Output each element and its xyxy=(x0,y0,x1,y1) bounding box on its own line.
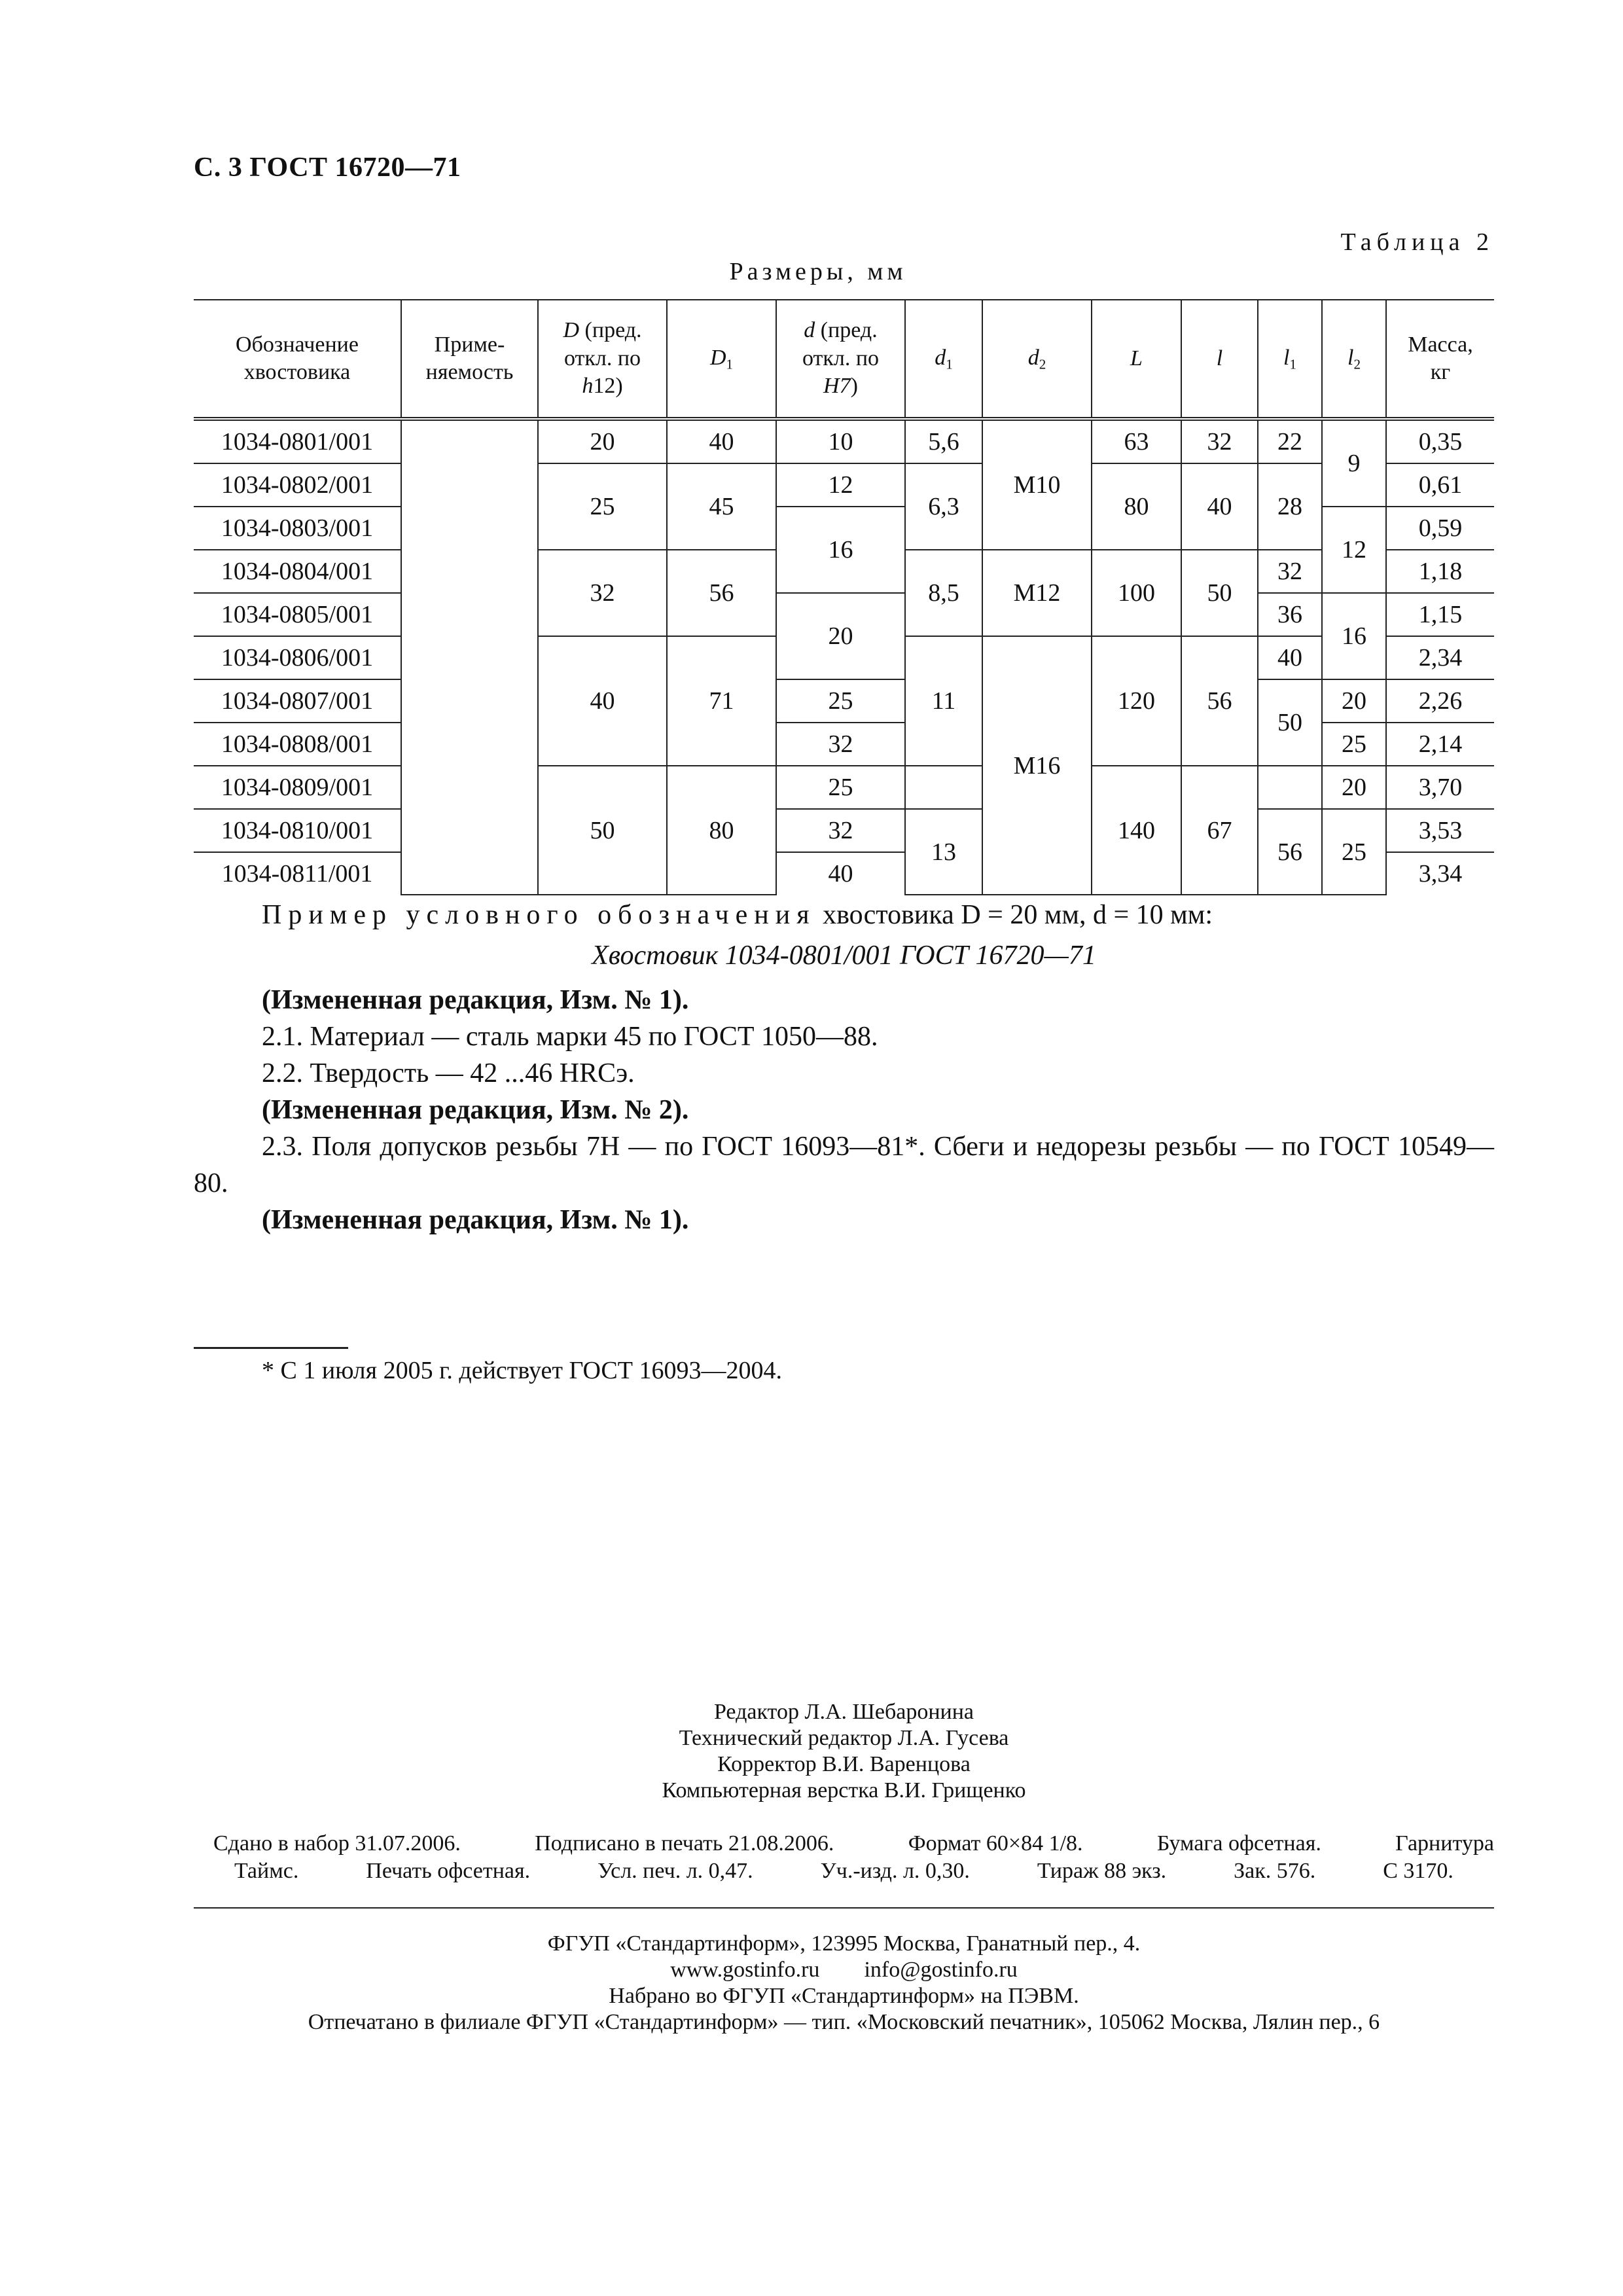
col-mass: Масса, кг xyxy=(1386,300,1494,419)
table-header-row xyxy=(194,300,1494,419)
cell-mass: 3,34 xyxy=(1386,852,1494,895)
cell-mass: 2,14 xyxy=(1386,723,1494,766)
cell-l2: 25 xyxy=(1322,809,1386,895)
paragraph-2-1: 2.1. Материал — сталь марки 45 по ГОСТ 1050—88. xyxy=(262,1022,878,1052)
cell-D: 25 xyxy=(538,463,667,550)
dimensions-table xyxy=(194,299,1494,895)
col-d: d (пред. откл. по H7) xyxy=(776,300,905,419)
cell-d: 20 xyxy=(776,593,905,679)
cell-l: 50 xyxy=(1181,550,1258,636)
imprint-typeface-name: Таймс. xyxy=(234,1859,299,1883)
paragraph-2-2: 2.2. Твердость — 42 ...46 HRCэ. xyxy=(262,1058,635,1088)
cell-designation: 1034-0808/001 xyxy=(194,723,401,766)
cell-l1: 50 xyxy=(1258,679,1322,766)
imprint-paper: Бумага офсетная. xyxy=(1156,1831,1321,1856)
credits xyxy=(194,1699,1494,1804)
footnote: * С 1 июля 2005 г. действует ГОСТ 16093—2004. xyxy=(262,1357,782,1384)
publisher-email[interactable]: info@gostinfo.ru xyxy=(864,1958,1018,1982)
cell-d1: 8,5 xyxy=(905,550,982,636)
cell-designation: 1034-0801/001 xyxy=(194,419,401,463)
imprint-print: Печать офсетная. xyxy=(366,1859,531,1883)
cell-l1: 40 xyxy=(1258,636,1322,679)
cell-d1: 13 xyxy=(905,809,982,895)
publisher-address: ФГУП «Стандартинформ», 123995 Москва, Гранатный пер., 4. xyxy=(547,1931,1141,1956)
revision-note: (Измененная редакция, Изм. № 1). xyxy=(262,985,689,1015)
cell-designation: 1034-0802/001 xyxy=(194,463,401,507)
cell-d: 25 xyxy=(776,766,905,809)
cell-designation: 1034-0805/001 xyxy=(194,593,401,636)
col-d1: $d_1$ xyxy=(905,300,982,419)
publisher-printed: Отпечатано в филиале ФГУП «Стандартинформ» — тип. «Московский печатник», 105062 Москва, Лялин пер., 6 xyxy=(308,2010,1380,2034)
cell-l2: 9 xyxy=(1322,419,1386,507)
cell-L: 63 xyxy=(1092,419,1181,463)
cell-l1: 22 xyxy=(1258,419,1322,463)
credit-layout: Компьютерная верстка В.И. Грищенко xyxy=(662,1778,1026,1803)
cell-l2: 20 xyxy=(1322,766,1386,809)
cell-D1: 45 xyxy=(667,463,776,550)
cell-l2: 20 xyxy=(1322,679,1386,723)
table-row xyxy=(194,766,1494,809)
col-l1: $l_1$ xyxy=(1258,300,1322,419)
example-designation: Хвостовик 1034-0801/001 ГОСТ 16720—71 xyxy=(592,941,1096,971)
cell-L: 140 xyxy=(1092,766,1181,895)
cell-D: 40 xyxy=(538,636,667,766)
col-D: D (пред. откл. по h12) xyxy=(538,300,667,419)
cell-d: 16 xyxy=(776,507,905,593)
table-label: Таблица 2 xyxy=(1340,228,1494,256)
cell-applicability xyxy=(401,419,538,895)
cell-D1: 71 xyxy=(667,636,776,766)
cell-L: 120 xyxy=(1092,636,1181,766)
page-header: С. 3 ГОСТ 16720—71 xyxy=(194,152,461,183)
publisher-info xyxy=(194,1931,1494,2036)
publisher-typeset: Набрано во ФГУП «Стандартинформ» на ПЭВМ. xyxy=(609,1984,1079,2008)
cell-mass: 2,34 xyxy=(1386,636,1494,679)
cell-d: 25 xyxy=(776,679,905,723)
cell-d2: M10 xyxy=(982,419,1092,550)
cell-designation: 1034-0807/001 xyxy=(194,679,401,723)
table-row xyxy=(194,593,1494,636)
cell-D1: 80 xyxy=(667,766,776,895)
cell-l1: 32 xyxy=(1258,550,1322,593)
imprint-run: Тираж 88 экз. xyxy=(1037,1859,1167,1883)
cell-mass: 3,70 xyxy=(1386,766,1494,809)
col-l: l xyxy=(1181,300,1258,419)
col-D1: $D_1$ xyxy=(667,300,776,419)
cell-l1: 36 xyxy=(1258,593,1322,636)
cell-mass: 3,53 xyxy=(1386,809,1494,852)
cell-mass: 0,61 xyxy=(1386,463,1494,507)
publisher-web[interactable]: www.gostinfo.ru xyxy=(670,1958,820,1982)
imprint-pub-sheets: Уч.-изд. л. 0,30. xyxy=(820,1859,970,1883)
cell-D1: 56 xyxy=(667,550,776,636)
col-L: L xyxy=(1092,300,1181,419)
col-designation: Обозначение хвостовика xyxy=(194,300,401,419)
cell-d1: 6,3 xyxy=(905,463,982,550)
credit-tech-editor: Технический редактор Л.А. Гусева xyxy=(679,1726,1009,1750)
example-text: хвостовика D = 20 мм, d = 10 мм: xyxy=(823,900,1213,930)
cell-l2: 25 xyxy=(1322,723,1386,766)
cell-l1: 56 xyxy=(1258,809,1322,895)
imprint-format: Формат 60×84 1/8. xyxy=(908,1831,1083,1856)
cell-D1: 40 xyxy=(667,419,776,463)
cell-L: 100 xyxy=(1092,550,1181,636)
cell-d: 40 xyxy=(776,852,905,895)
table-row xyxy=(194,463,1494,507)
table-row xyxy=(194,809,1494,852)
cell-D: 50 xyxy=(538,766,667,895)
cell-designation: 1034-0811/001 xyxy=(194,852,401,895)
cell-mass: 1,18 xyxy=(1386,550,1494,593)
table-caption: Размеры, мм xyxy=(729,258,907,285)
cell-mass: 1,15 xyxy=(1386,593,1494,636)
imprint-code: С 3170. xyxy=(1383,1859,1454,1883)
cell-l2: 12 xyxy=(1322,507,1386,593)
col-applicability: Приме- няемость xyxy=(401,300,538,419)
imprint-order: Зак. 576. xyxy=(1234,1859,1316,1883)
cell-designation: 1034-0806/001 xyxy=(194,636,401,679)
imprint-typeface: Гарнитура xyxy=(1395,1831,1494,1856)
cell-l: 67 xyxy=(1181,766,1258,895)
designation-example xyxy=(262,899,1213,931)
cell-l: 32 xyxy=(1181,419,1258,463)
imprint-sent: Сдано в набор 31.07.2006. xyxy=(213,1831,461,1856)
cell-d: 32 xyxy=(776,723,905,766)
cell-mass: 0,35 xyxy=(1386,419,1494,463)
col-l2: $l_2$ xyxy=(1322,300,1386,419)
cell-d1: 5,6 xyxy=(905,419,982,463)
cell-D: 20 xyxy=(538,419,667,463)
cell-designation: 1034-0804/001 xyxy=(194,550,401,593)
cell-d: 12 xyxy=(776,463,905,507)
cell-d1: 11 xyxy=(905,636,982,766)
cell-l1: 28 xyxy=(1258,463,1322,550)
cell-l: 56 xyxy=(1181,636,1258,766)
cell-d2: M12 xyxy=(982,550,1092,636)
cell-D: 32 xyxy=(538,550,667,636)
cell-d2: M16 xyxy=(982,636,1092,895)
cell-designation: 1034-0809/001 xyxy=(194,766,401,809)
revision-note: (Измененная редакция, Изм. № 2). xyxy=(262,1095,689,1125)
cell-d: 10 xyxy=(776,419,905,463)
cell-designation: 1034-0810/001 xyxy=(194,809,401,852)
cell-L: 80 xyxy=(1092,463,1181,550)
publisher-contacts xyxy=(194,1957,1494,1983)
table-row xyxy=(194,679,1494,723)
imprint-conv-sheets: Усл. печ. л. 0,47. xyxy=(597,1859,753,1883)
imprint xyxy=(194,1830,1494,1885)
table-row xyxy=(194,419,1494,463)
cell-mass: 0,59 xyxy=(1386,507,1494,550)
cell-mass: 2,26 xyxy=(1386,679,1494,723)
paragraph-2-3: 2.3. Поля допусков резьбы 7Н — по ГОСТ 16093—81*. Сбеги и недорезы резьбы — по ГОСТ 10549—80. xyxy=(194,1132,1494,1198)
example-lead: Пример условного обозначения xyxy=(262,900,816,930)
cell-l2: 16 xyxy=(1322,593,1386,679)
imprint-signed: Подписано в печать 21.08.2006. xyxy=(535,1831,834,1856)
cell-l1-empty xyxy=(1258,766,1322,809)
cell-l: 40 xyxy=(1181,463,1258,550)
cell-designation: 1034-0803/001 xyxy=(194,507,401,550)
cell-d1-empty xyxy=(905,766,982,809)
imprint-rule xyxy=(194,1907,1494,1909)
credit-proofreader: Корректор В.И. Варенцова xyxy=(717,1752,971,1776)
revision-note: (Измененная редакция, Изм. № 1). xyxy=(262,1205,689,1235)
cell-d: 32 xyxy=(776,809,905,852)
credit-editor: Редактор Л.А. Шебаронина xyxy=(713,1700,974,1724)
col-d2: $d_2$ xyxy=(982,300,1092,419)
footnote-rule xyxy=(194,1347,348,1349)
